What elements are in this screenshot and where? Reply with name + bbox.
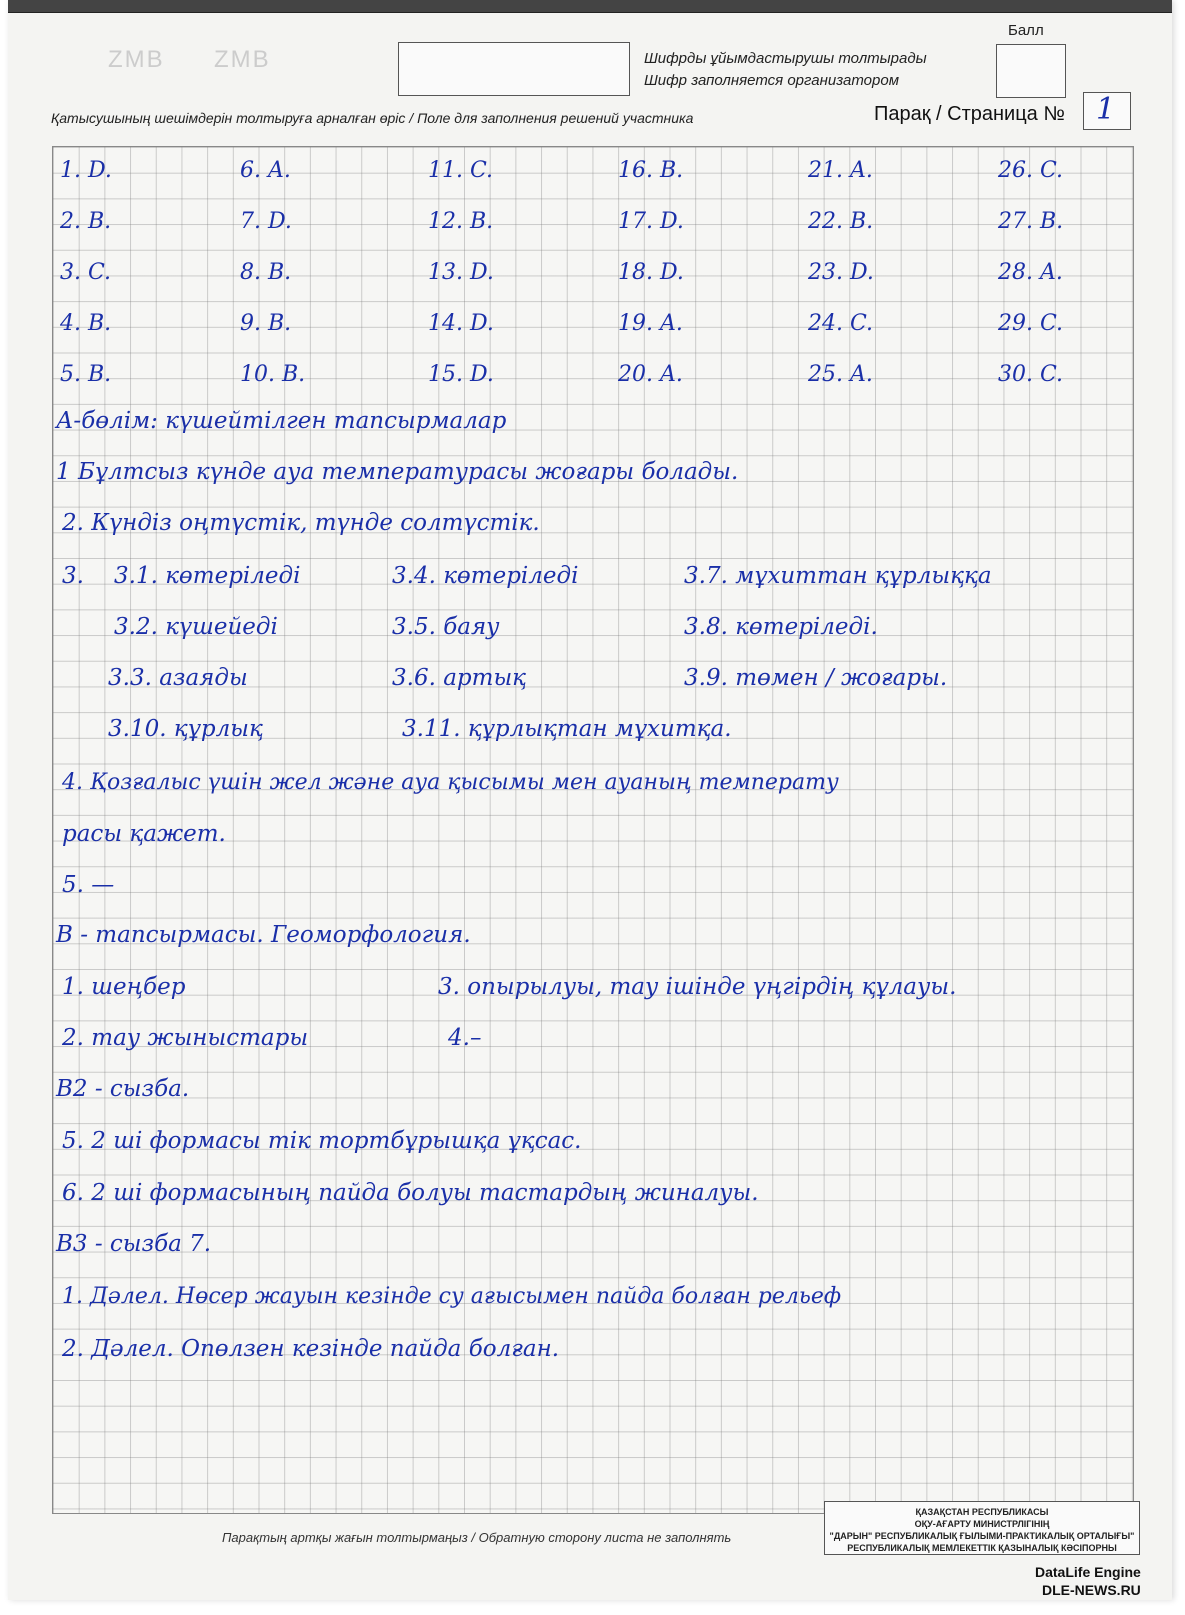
answer-a3-1: 3.1. көтеріледі xyxy=(114,563,301,589)
answer-item: 8. B. xyxy=(240,260,292,285)
answer-a3-6: 3.6. артық xyxy=(392,665,527,691)
answer-item: 9. B. xyxy=(240,311,292,336)
answer-b7-line1: 1. Дәлел. Нөсер жауын кезінде су ағысымен пайда болған рельеф xyxy=(62,1284,842,1309)
answer-a3-5: 3.5. баяу xyxy=(392,614,500,640)
answer-item: 19. A. xyxy=(618,311,683,336)
cipher-ru: Шифр заполняется организатором xyxy=(644,72,899,89)
answer-b1: 1. шеңбер xyxy=(62,974,186,1000)
answer-sheet xyxy=(8,0,1172,1600)
answer-item: 2. B. xyxy=(60,209,112,234)
answer-item: 22. B. xyxy=(808,209,874,234)
answer-item: 10. B. xyxy=(240,362,306,387)
answer-item: 24. C. xyxy=(808,311,874,336)
org-line-1: ҚАЗАҚСТАН РЕСПУБЛИКАСЫ xyxy=(915,1507,1049,1517)
answer-a3-11: 3.11. құрлықтан мұхитқа. xyxy=(402,716,732,742)
org-line-2: ОҚУ-АҒАРТУ МИНИСТРЛІГІНІҢ xyxy=(914,1519,1050,1529)
answer-item: 13. D. xyxy=(428,260,494,285)
answer-item: 7. D. xyxy=(240,209,292,234)
answer-a3-number: 3. xyxy=(62,563,84,589)
answer-a3-4: 3.4. көтеріледі xyxy=(392,563,579,589)
score-box xyxy=(996,44,1066,98)
answer-item: 30. C. xyxy=(998,362,1064,387)
page-label: Парақ / Страница № xyxy=(874,103,1065,125)
answer-item: 11. C. xyxy=(428,158,494,183)
answer-b3: 3. опырылуы, тау ішінде үңгірдің құлауы. xyxy=(438,974,957,1000)
answer-a4-line2: расы қажет. xyxy=(62,821,226,847)
cipher-kz: Шифрды ұйымдастырушы толтырады xyxy=(644,50,927,67)
cipher-box xyxy=(398,42,630,96)
field-caption: Қатысушының шешімдерін толтыруға арналған өріс / Поле для заполнения решений участника xyxy=(51,110,694,126)
answer-item: 28. A. xyxy=(998,260,1063,285)
answer-item: 5. B. xyxy=(60,362,112,387)
watermark-left: ZMB xyxy=(108,46,165,73)
answer-item: 6. A. xyxy=(240,158,291,183)
answer-a2: 2. Күндіз оңтүстік, түнде солтүстік. xyxy=(62,510,540,536)
source-watermark xyxy=(1035,1563,1141,1599)
answer-item: 14. D. xyxy=(428,311,494,336)
answer-a3-3: 3.3. азаяды xyxy=(108,665,248,691)
org-line-3: "ДАРЫН" РЕСПУБЛИКАЛЫҚ ҒЫЛЫМИ-ПРАКТИКАЛЫҚ ОРТАЛЫҒЫ" xyxy=(829,1531,1135,1541)
answer-a3-10: 3.10. құрлық xyxy=(108,716,263,742)
answer-a3-7: 3.7. мұхиттан құрлыққа xyxy=(684,563,992,589)
section-a-title: А-бөлім: күшейтілген тапсырмалар xyxy=(56,408,507,434)
answer-b4: 4.– xyxy=(448,1025,482,1051)
answer-item: 12. B. xyxy=(428,209,494,234)
top-band xyxy=(8,0,1172,13)
answer-item: 15. D. xyxy=(428,362,494,387)
answer-b5: 5. 2 ші формасы тік тортбұрышқа ұқсас. xyxy=(62,1128,582,1154)
answer-item: 27. B. xyxy=(998,209,1064,234)
answer-a1: 1 Бұлтсыз күнде ауа температурасы жоғары болады. xyxy=(56,459,739,485)
answer-item: 16. B. xyxy=(618,158,684,183)
answer-item: 21. A. xyxy=(808,158,873,183)
section-b3-title: В3 - сызба 7. xyxy=(56,1231,212,1257)
answer-a5: 5. — xyxy=(62,872,115,898)
answer-item: 25. A. xyxy=(808,362,873,387)
answer-item: 26. C. xyxy=(998,158,1064,183)
answer-item: 23. D. xyxy=(808,260,874,285)
answer-a3-8: 3.8. көтеріледі. xyxy=(684,614,878,640)
org-line-4: РЕСПУБЛИКАЛЫҚ МЕМЛЕКЕТТІК ҚАЗЫНАЛЫҚ КӘСІПОРНЫ xyxy=(847,1543,1117,1553)
page-number: 1 xyxy=(1096,92,1116,127)
answer-item: 17. D. xyxy=(618,209,684,234)
answer-b2: 2. тау жыныстары xyxy=(62,1025,309,1051)
cipher-instructions xyxy=(644,48,927,92)
answer-item: 3. C. xyxy=(60,260,112,285)
score-label: Балл xyxy=(1008,22,1044,39)
section-b2-title: В2 - сызба. xyxy=(56,1076,190,1102)
footer-note: Парақтың артқы жағын толтырмаңыз / Обратную сторону листа не заполнять xyxy=(222,1530,732,1545)
section-b-title: В - тапсырмасы. Геоморфология. xyxy=(56,922,471,948)
answer-a3-9: 3.9. төмен / жоғары. xyxy=(684,665,948,691)
answer-b6: 6. 2 ші формасының пайда болуы тастардың жиналуы. xyxy=(62,1180,759,1206)
answer-a3-2: 3.2. күшейеді xyxy=(114,614,278,640)
answer-item: 20. A. xyxy=(618,362,683,387)
watermark-right: ZMB xyxy=(214,46,271,73)
answer-b7-line2: 2. Дәлел. Опөлзен кезінде пайда болған. xyxy=(62,1336,560,1362)
answer-item: 18. D. xyxy=(618,260,684,285)
answer-a4-line1: 4. Қозғалыс үшін жел және ауа қысымы мен ауаның температу xyxy=(62,770,839,795)
answer-item: 1. D. xyxy=(60,158,112,183)
dle-line-1: DataLife Engine xyxy=(1035,1564,1141,1580)
organization-stamp xyxy=(824,1501,1140,1555)
dle-line-2: DLE-NEWS.RU xyxy=(1042,1582,1141,1598)
answer-item: 4. B. xyxy=(60,311,112,336)
answer-item: 29. C. xyxy=(998,311,1064,336)
